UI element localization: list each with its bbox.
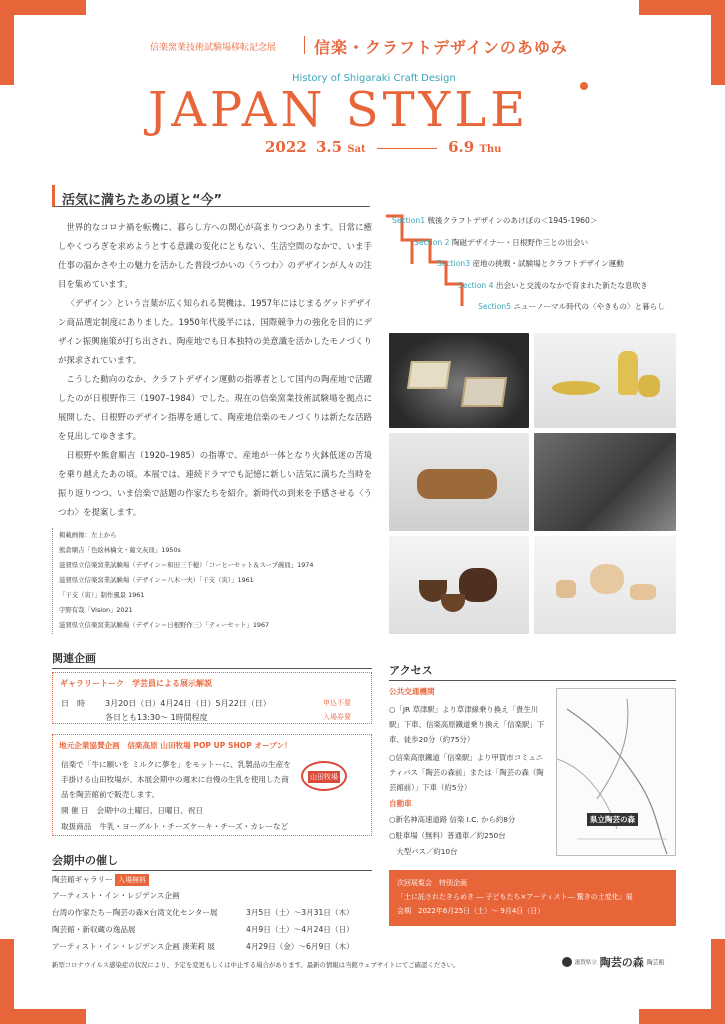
during-row-4-name: アーティスト・イン・レジデンス企画 湊茉莉 展 bbox=[52, 942, 215, 951]
photo-brown-teaset bbox=[389, 536, 529, 634]
during-heading: 会期中の催し bbox=[52, 852, 372, 871]
during-row-4-date: 4月29日（金）～6月9日（木） bbox=[246, 942, 354, 951]
footer-logo bbox=[562, 954, 665, 970]
section-4-label: Section 4 bbox=[458, 281, 494, 290]
next-exhibition bbox=[389, 870, 676, 926]
section-4-text: 出会いと交流のなかで育まれた新たな息吹き bbox=[495, 281, 648, 290]
intro-p4: 日根野や熊倉順吉（1920–1985）の指導で、産地が一体となり火鉢低迷の苦境を乗り越えたあの頃。本展では、連続ドラマでも記憶に新しい活気に満ちた当時を振り返りつつ、いま信楽で話題の作家たちを紹介。新時代の到来を予感させる〈うつわ〉を提案します。 bbox=[58, 450, 372, 517]
ashtray-shape bbox=[461, 377, 507, 407]
access-car-tag: 自動車 bbox=[389, 799, 412, 808]
popup-logo-text: 山田牧場 bbox=[310, 773, 338, 781]
date-line bbox=[265, 138, 501, 156]
title-jp: 信楽・クラフトデザインのあゆみ bbox=[314, 38, 568, 57]
during-gallery bbox=[52, 874, 149, 886]
footer-logo-sub: 陶芸館 bbox=[646, 959, 665, 967]
next-line-2: 「土に託されたきらめき ― 子どもたち×アーティスト― 驚きの土変化」展 bbox=[397, 893, 633, 901]
photo-making bbox=[534, 433, 676, 531]
photo-coffee-set bbox=[534, 333, 676, 428]
map-roads bbox=[557, 689, 676, 856]
section-row-5 bbox=[478, 301, 665, 312]
photo-teaset bbox=[534, 536, 676, 634]
during-row-4 bbox=[52, 941, 215, 952]
during-row-2-date: 3月5日（土）～3月31日（木） bbox=[246, 908, 354, 917]
section-row-3 bbox=[437, 258, 624, 269]
cup-shape bbox=[556, 580, 576, 598]
cup-shape bbox=[630, 584, 656, 600]
intro-p1: 世界的なコロナ禍を転機に、暮らし方への関心が高まりつつあります。日常に癒しやくつろぎを求めようとする意識の変化にともない、生活空間のなかで、いま手仕事の温かさや土の魅力を活かした普段づかいの〈うつわ〉のデザインが人々の注目を集めています。 bbox=[58, 222, 372, 289]
footer-logo-main: 陶芸の森 bbox=[599, 956, 644, 969]
gallery-talk-note2: 入場券要 bbox=[323, 713, 351, 721]
during-row-1-name: アーティスト・イン・レジデンス企画 bbox=[52, 891, 180, 900]
access-public-tag: 公共交通機関 bbox=[389, 687, 435, 696]
popup-text: 信楽で「牛に願いを ミルクに夢を」をモットーに、乳製品の生産を手掛ける山田牧場が、本展会期中の週末に自慢の生乳を使用した商品を陶芸館前で販売します。 bbox=[61, 760, 291, 799]
corner-tl-v bbox=[0, 0, 14, 85]
during-row-3 bbox=[52, 924, 136, 935]
corner-br-v bbox=[711, 939, 725, 1024]
during-row-2 bbox=[52, 907, 218, 918]
access-car-2: ○駐車場（無料）普通車／約250台 bbox=[389, 831, 506, 840]
gallery-talk-time: 各日とも13:30～ 1時間程度 bbox=[105, 713, 208, 722]
next-line-1: 次回展覧会 特別企画 bbox=[397, 879, 467, 887]
date-end: 6.9 bbox=[448, 138, 475, 156]
teapot-shape bbox=[590, 564, 624, 594]
intro-heading: 活気に満ちたあの頃と“今” bbox=[62, 193, 223, 208]
date-year: 2022 bbox=[265, 138, 307, 156]
corner-bl-v bbox=[0, 939, 14, 1024]
date-start-day: Sat bbox=[347, 144, 366, 155]
section-2-text: 陶磁デザイナー・日根野作三との出会い bbox=[451, 238, 589, 247]
credit-5: 宇野有哉「Vision」2021 bbox=[59, 606, 133, 614]
during-row-2-name: 台湾の作家たち－陶芸の森×台湾文化センター展 bbox=[52, 908, 218, 917]
section-1-label: Section1 bbox=[392, 216, 426, 225]
credit-3: 滋賀県立信楽窯業試験場（デザイン＝八木一夫）「干支（寅）」1961 bbox=[59, 576, 254, 584]
ashtray-shape bbox=[407, 361, 451, 389]
gallery-talk-label: 日 時 bbox=[61, 699, 85, 708]
gallery-talk-note1: 申込不要 bbox=[323, 699, 351, 707]
header-kicker: 信楽窯業技術試験場移転記念展 bbox=[150, 43, 277, 53]
credit-2: 滋賀県立信楽窯業試験場（デザイン＝和田三千穂）「コーヒーセット＆スープ碗皿」1974 bbox=[59, 561, 314, 569]
during-gallery-tag: 入場無料 bbox=[115, 874, 149, 886]
photo-tiger bbox=[389, 433, 529, 531]
section-3-label: Section3 bbox=[437, 259, 471, 268]
cup-shape bbox=[638, 375, 660, 397]
access-public-1: ○「JR 草津駅」より草津線乗り換え「貴生川駅」下車、信楽高原鐵道乗り換え「信楽駅」下車、徒歩20分（約75分） bbox=[389, 705, 545, 744]
date-dash bbox=[377, 148, 437, 149]
section-1-text: 戦後クラフトデザインのあけぼの＜1945-1960＞ bbox=[427, 216, 598, 225]
intro-p2: 〈デザイン〉という言葉が広く知られる契機は、1957年にはじまるグッドデザイン商品選定制度にありました。1950年代後半には、国際競争力の強化を目的にデザイン振興施策が打ち出され、陶産地でも日本独特の美意識を活かしたモノづくりが探求されています。 bbox=[58, 298, 372, 365]
popup-row-1-label: 開 催 日 bbox=[61, 806, 89, 815]
title-dot bbox=[580, 82, 588, 90]
section-5-label: Section5 bbox=[478, 302, 512, 311]
popup-row-2-value: 牛乳・ヨーグルト・チーズケーキ・チーズ・カレーなど bbox=[99, 822, 289, 831]
footer-logo-icon bbox=[562, 957, 572, 967]
gallery-talk-title: ギャラリートーク 学芸員による展示解説 bbox=[60, 679, 212, 688]
cup-shape bbox=[552, 381, 600, 395]
footer-notice: 新型コロナウイルス感染症の状況により、予定を変更もしくは中止する場合があります。最新の情報は当館ウェブサイトにてご確認ください。 bbox=[52, 961, 460, 969]
during-row-1 bbox=[52, 890, 180, 901]
footer-logo-small: 滋賀県立 bbox=[574, 960, 597, 966]
during-row-3-date: 4月9日（土）～4月24日（日） bbox=[246, 925, 354, 934]
popup-title: 地元企業協賛企画 信楽高原 山田牧場 POP UP SHOP オープン！ bbox=[59, 741, 292, 750]
access-car-1: ○新名神高速道路 信楽 I.C. から約8分 bbox=[389, 815, 516, 824]
during-gallery-name: 陶芸館ギャラリー bbox=[52, 875, 113, 884]
photo-ashtrays bbox=[389, 333, 529, 428]
credit-4: 「干支（寅）」制作風景 1961 bbox=[59, 591, 145, 599]
date-start: 3.5 bbox=[315, 138, 343, 156]
popup-row-2 bbox=[61, 821, 288, 832]
intro-p3: こうした動向のなか、クラフトデザイン運動の指導者として国内の陶産地で活躍したのが日根野作三（1907–1984）でした。現在の信楽窯業技術試験場を拠点に展開した、日根野のデザイン指導を通して、陶産地信楽のモノづくりは新たな活路を見出してゆきます。 bbox=[58, 374, 372, 441]
popup-row-2-label: 取扱商品 bbox=[61, 822, 92, 831]
popup-shop-box bbox=[52, 734, 372, 836]
corner-tr-v bbox=[711, 0, 725, 85]
section-row-2 bbox=[414, 237, 588, 248]
access-public-2: ○信楽高原鐵道「信楽駅」より甲賀市コミュニティバス「陶芸の森前」または「陶芸の森（陶芸館前）」下車（約5分） bbox=[389, 753, 544, 792]
popup-row-1-value: 会期中の土曜日、日曜日、祝日 bbox=[96, 806, 203, 815]
during-row-3-name: 陶芸館・新収蔵の逸品展 bbox=[52, 925, 136, 934]
credits-title: 掲載画像：左上から bbox=[59, 531, 117, 539]
section-3-text: 産地の挑戦・試験場とクラフトデザイン運動 bbox=[472, 259, 624, 268]
map-label: 県立陶芸の森 bbox=[587, 813, 638, 826]
date-end-day: Thu bbox=[479, 144, 502, 155]
credit-6: 滋賀県立信楽窯業試験場（デザイン＝日根野作三）「ティーセット」1967 bbox=[59, 621, 270, 629]
section-row-1 bbox=[392, 215, 597, 226]
section-row-4 bbox=[458, 280, 648, 291]
intro-body bbox=[58, 218, 372, 522]
access-heading: アクセス bbox=[389, 662, 676, 681]
credit-1: 熊倉順吉「色絵林檎文・葡文灰皿」1950s bbox=[59, 546, 181, 554]
events-heading: 関連企画 bbox=[52, 650, 372, 669]
bowl-shape bbox=[441, 594, 465, 612]
subtitle-en: History of Shigaraki Craft Design bbox=[292, 73, 456, 84]
header-divider bbox=[304, 36, 305, 54]
popup-row-1 bbox=[61, 805, 203, 816]
access-map[interactable] bbox=[556, 688, 676, 856]
tiger-shape bbox=[417, 469, 497, 499]
gallery-talk-dates: 3月20日（日）4月24日（日）5月22日（日） bbox=[105, 699, 271, 708]
gallery-talk-box bbox=[52, 672, 372, 724]
pot-shape bbox=[618, 351, 638, 395]
access-car-3: 大型バス／約10台 bbox=[389, 847, 458, 856]
title-en: JAPAN STYLE bbox=[148, 82, 530, 138]
credits-box bbox=[52, 528, 372, 634]
section-2-label: Section 2 bbox=[414, 238, 450, 247]
next-line-3: 会期 2022年6月25日（土）～ 9月4日（日） bbox=[397, 907, 545, 915]
section-5-text: ニューノーマル時代の〈やきもの〉と暮らし bbox=[513, 302, 665, 311]
popup-logo bbox=[301, 761, 347, 791]
